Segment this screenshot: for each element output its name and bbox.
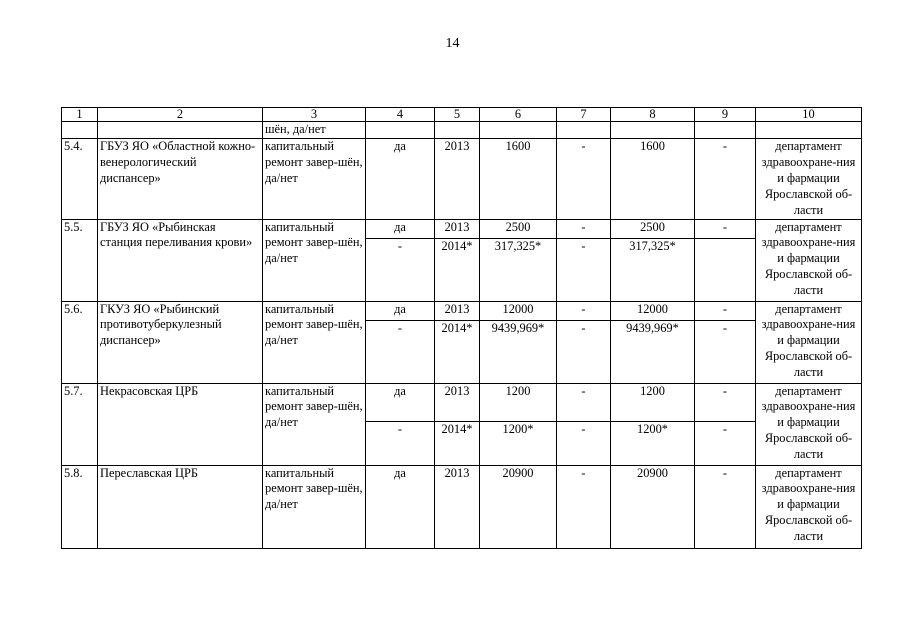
value-cell: 2500 [480, 219, 557, 238]
continuation-row [62, 122, 862, 139]
value-cell: 12000 [611, 301, 695, 320]
header-cell: 2 [98, 108, 263, 122]
table-row [62, 383, 862, 421]
header-cell: 4 [366, 108, 435, 122]
value-cell: - [557, 383, 611, 421]
value-cell: 317,325* [611, 238, 695, 301]
work-cell: капитальный ремонт завер-шён, да/нет [263, 465, 366, 548]
value-cell: - [695, 383, 756, 421]
responsible-cell: департамент здравоохране-ния и фармации Ярославской об-ласти [756, 219, 862, 301]
value-cell: 1600 [611, 139, 695, 220]
institution-cell: Переславская ЦРБ [98, 465, 263, 548]
institution-cell: ГБУЗ ЯО «Областной кожно-венерологический диспансер» [98, 139, 263, 220]
header-cell: 10 [756, 108, 862, 122]
responsible-cell: департамент здравоохране-ния и фармации Ярославской об-ласти [756, 301, 862, 383]
table-row [62, 139, 862, 220]
responsible-cell: департамент здравоохране-ния и фармации Ярославской об-ласти [756, 139, 862, 220]
value-cell: - [557, 139, 611, 220]
value-cell: 1200* [480, 421, 557, 465]
work-cell: шён, да/нет [263, 122, 366, 139]
completed-cell: да [366, 301, 435, 320]
row-number: 5.6. [62, 301, 98, 383]
value-cell: 12000 [480, 301, 557, 320]
value-cell: 1200 [611, 383, 695, 421]
institution-cell: ГБУЗ ЯО «Рыбинская станция переливания крови» [98, 219, 263, 301]
value-cell: 20900 [611, 465, 695, 548]
work-cell: капитальный ремонт завер-шён, да/нет [263, 219, 366, 301]
completed-cell: - [366, 421, 435, 465]
value-cell: - [695, 465, 756, 548]
value-cell: - [557, 465, 611, 548]
year-cell: 2013 [435, 219, 480, 238]
value-cell: 1200 [480, 383, 557, 421]
value-cell: 9439,969* [480, 320, 557, 383]
year-cell: 2014* [435, 421, 480, 465]
year-cell: 2013 [435, 139, 480, 220]
row-number: 5.4. [62, 139, 98, 220]
value-cell: - [695, 301, 756, 320]
year-cell: 2013 [435, 383, 480, 421]
year-cell: 2014* [435, 320, 480, 383]
page-number: 14 [445, 36, 460, 51]
year-cell: 2014* [435, 238, 480, 301]
institution-cell [98, 122, 263, 139]
work-cell: капитальный ремонт завер-шён, да/нет [263, 139, 366, 220]
table-row [62, 219, 862, 238]
work-cell: капитальный ремонт завер-шён, да/нет [263, 301, 366, 383]
header-cell: 8 [611, 108, 695, 122]
table-row [62, 465, 862, 548]
value-cell: - [557, 421, 611, 465]
value-cell: 20900 [480, 465, 557, 548]
header-cell: 3 [263, 108, 366, 122]
responsible-cell: департамент здравоохране-ния и фармации Ярославской об-ласти [756, 465, 862, 548]
table-row [62, 301, 862, 320]
institution-cell: ГКУЗ ЯО «Рыбинский противотуберкулезный диспансер» [98, 301, 263, 383]
responsible-cell: департамент здравоохране-ния и фармации Ярославской об-ласти [756, 383, 862, 465]
document-table [61, 107, 862, 549]
value-cell: - [557, 219, 611, 238]
completed-cell: - [366, 238, 435, 301]
num-cell [62, 122, 98, 139]
value-cell: 9439,969* [611, 320, 695, 383]
completed-cell: да [366, 139, 435, 220]
value-cell: - [557, 320, 611, 383]
completed-cell: - [366, 320, 435, 383]
work-cell: капитальный ремонт завер-шён, да/нет [263, 383, 366, 465]
header-cell: 5 [435, 108, 480, 122]
institution-cell: Некрасовская ЦРБ [98, 383, 263, 465]
completed-cell: да [366, 219, 435, 238]
value-cell: 2500 [611, 219, 695, 238]
header-cell: 7 [557, 108, 611, 122]
year-cell: 2013 [435, 465, 480, 548]
header-cell: 9 [695, 108, 756, 122]
completed-cell: да [366, 383, 435, 421]
value-cell: 317,325* [480, 238, 557, 301]
value-cell: - [695, 219, 756, 238]
row-number: 5.5. [62, 219, 98, 301]
value-cell: 1600 [480, 139, 557, 220]
value-cell: - [557, 301, 611, 320]
value-cell [695, 238, 756, 301]
year-cell: 2013 [435, 301, 480, 320]
row-number: 5.8. [62, 465, 98, 548]
header-cell: 6 [480, 108, 557, 122]
value-cell: - [557, 238, 611, 301]
value-cell: - [695, 421, 756, 465]
header-row [62, 108, 862, 122]
completed-cell: да [366, 465, 435, 548]
row-number: 5.7. [62, 383, 98, 465]
value-cell: - [695, 139, 756, 220]
value-cell: 1200* [611, 421, 695, 465]
header-cell: 1 [62, 108, 98, 122]
value-cell: - [695, 320, 756, 383]
